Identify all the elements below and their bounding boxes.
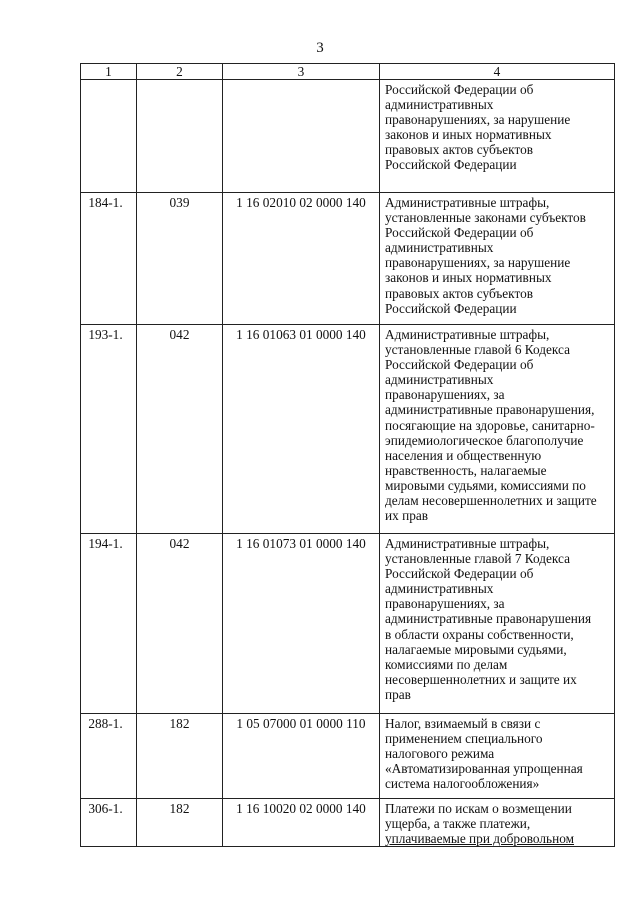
table-header-row [81, 64, 615, 80]
admin-code-cell: 182 [137, 799, 223, 847]
text-line: нравственность, налагаемые [385, 462, 547, 478]
table-row [81, 193, 615, 325]
text-line: административных [385, 581, 494, 597]
text-line: «Автоматизированная упрощенная [385, 761, 583, 777]
row-number-cell: 288-1. [81, 714, 137, 799]
text-line: применением специального [385, 731, 543, 747]
text-line: Налог, взимаемый в связи с [385, 716, 541, 731]
text-line: налагаемые мировыми судьями, [385, 641, 567, 657]
text-line: в области охраны собственности, [385, 626, 574, 642]
text-line: установленные главой 7 Кодекса [385, 551, 571, 567]
text-line: правовых актов субъектов [385, 285, 534, 301]
table-row [81, 325, 615, 534]
column-header: 1 [81, 64, 137, 80]
income-name-cell [380, 534, 615, 714]
budget-codes-table [80, 63, 615, 847]
page-number: 3 [316, 40, 324, 56]
column-header: 3 [223, 64, 380, 80]
row-number-cell: 193-1. [81, 325, 137, 534]
budget-code-cell: 1 05 07000 01 0000 110 [223, 714, 380, 799]
text-line: эпидемиологическое благополучие [385, 432, 584, 448]
table-row [81, 80, 615, 193]
text-line: административных [385, 372, 494, 388]
text-line: установленные законами субъектов [385, 210, 586, 226]
table-row [81, 799, 615, 847]
row-number-cell: 184-1. [81, 193, 137, 325]
admin-code-cell: 039 [137, 193, 223, 325]
text-line: Российской Федерации об [385, 566, 534, 582]
text-line: правонарушениях, за [385, 387, 505, 403]
table-row [81, 714, 615, 799]
income-name-cell [380, 80, 615, 193]
text-line: Платежи по искам о возмещении [385, 801, 572, 816]
income-name-cell [380, 193, 615, 325]
text-line: мировыми судьями, комиссиями по [385, 477, 586, 493]
row-number-cell: 194-1. [81, 534, 137, 714]
text-line: Административные штрафы, [385, 195, 550, 210]
text-line: законов и иных нормативных [385, 127, 552, 143]
text-line: налогового режима [385, 746, 495, 762]
text-line: Российской Федерации [385, 300, 517, 316]
text-line: административные правонарушения [385, 611, 592, 627]
text-line: несовершеннолетних и защите их [385, 671, 577, 687]
text-line: комиссиями по делам [385, 656, 508, 672]
admin-code-cell: 182 [137, 714, 223, 799]
text-line: Административные штрафы, [385, 327, 550, 342]
column-header: 4 [380, 64, 615, 80]
income-name-cell [380, 799, 615, 847]
row-number-cell: 306-1. [81, 799, 137, 847]
text-line: прав [385, 686, 411, 702]
table-row [81, 534, 615, 714]
budget-code-cell [223, 80, 380, 193]
budget-code-cell: 1 16 10020 02 0000 140 [223, 799, 380, 847]
text-line: Административные штрафы, [385, 536, 550, 551]
text-line: Российской Федерации об [385, 225, 534, 241]
row-number-cell [81, 80, 137, 193]
text-line: правонарушениях, за нарушение [385, 112, 571, 128]
text-line: их прав [385, 508, 429, 524]
text-line: административные правонарушения, [385, 402, 595, 418]
admin-code-cell: 042 [137, 534, 223, 714]
text-line: правовых актов субъектов [385, 142, 534, 158]
text-line: делам несовершеннолетних и защите [385, 493, 597, 509]
text-line: законов и иных нормативных [385, 270, 552, 286]
text-line: правонарушениях, за [385, 596, 505, 612]
text-line: установленные главой 6 Кодекса [385, 342, 571, 358]
budget-code-cell: 1 16 02010 02 0000 140 [223, 193, 380, 325]
column-header: 2 [137, 64, 223, 80]
text-line: уплачиваемые при добровольном [385, 831, 575, 847]
text-line: Российской Федерации об [385, 357, 534, 373]
income-name-cell [380, 325, 615, 534]
income-name-cell [380, 714, 615, 799]
text-line: административных [385, 240, 494, 256]
text-line: Российской Федерации [385, 157, 517, 173]
text-line: система налогообложения» [385, 776, 540, 792]
budget-code-cell: 1 16 01073 01 0000 140 [223, 534, 380, 714]
admin-code-cell [137, 80, 223, 193]
text-line: правонарушениях, за нарушение [385, 255, 571, 271]
text-line: посягающие на здоровье, санитарно- [385, 417, 595, 433]
budget-code-cell: 1 16 01063 01 0000 140 [223, 325, 380, 534]
text-line: населения и общественную [385, 447, 542, 463]
text-line: административных [385, 97, 494, 113]
admin-code-cell: 042 [137, 325, 223, 534]
text-line: Российской Федерации об [385, 82, 534, 97]
text-line: ущерба, а также платежи, [385, 816, 531, 832]
